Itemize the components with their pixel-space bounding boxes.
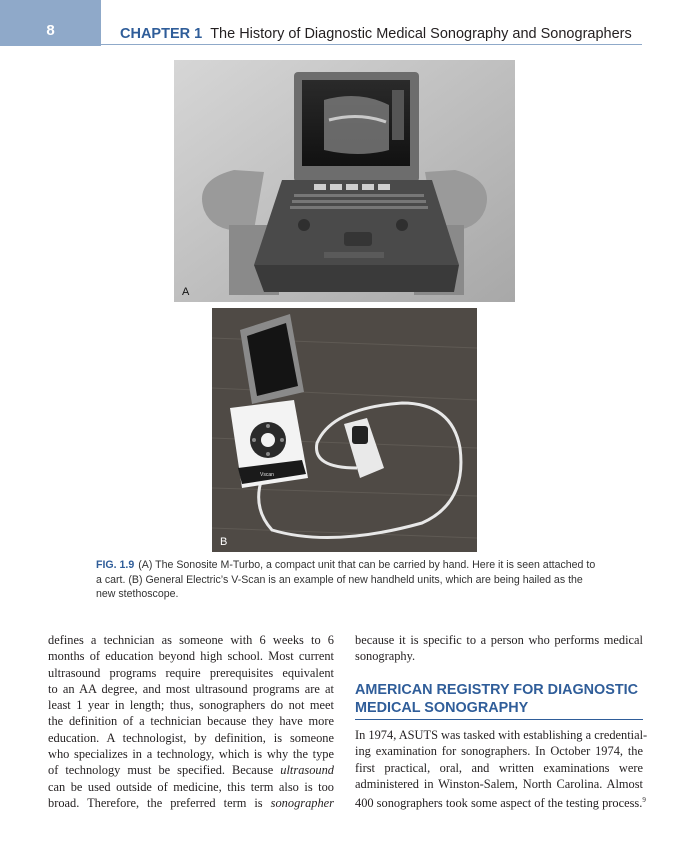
figure-caption	[96, 558, 596, 602]
right-line: In 1974, ASUTS was tasked with establishing a credential-	[355, 728, 648, 742]
left-line-text: broad. Therefore, the preferred term is	[48, 795, 263, 810]
figure-photo-b	[212, 308, 477, 552]
device-brand-text: Vscan	[260, 472, 274, 478]
right-line: sonography.	[355, 649, 416, 664]
right-line: administered in Winston-Salem, North Carolina. Almost	[355, 776, 643, 791]
left-line: the definition of a technician because they have more	[48, 714, 334, 729]
left-line: ultrasound programs require prerequisites equivalent	[48, 665, 334, 680]
italic-ultrasound: ultrasound	[280, 763, 334, 778]
left-line: to an AA degree, and most ultrasound programs are at	[48, 681, 334, 696]
italic-sonographer: sonographer	[270, 795, 334, 810]
right-column-body	[355, 727, 648, 812]
right-line: because it is specific to a person who performs medical	[355, 633, 643, 647]
panel-b-label: B	[220, 536, 228, 548]
panel-a-label: A	[182, 286, 190, 298]
figure-caption-text: (A) The Sonosite M-Turbo, a compact unit that can be carried by hand. Here it is seen attached to a cart. (B) General Electric’s V-Scan is an example of new handheld units, which are being hailed as the new stethoscope.	[96, 559, 596, 600]
chapter-title: The History of Diagnostic Medical Sonography and Sonographers	[210, 26, 632, 42]
footnote-ref: 9	[642, 796, 646, 805]
left-line-text: of technology must be specified. Because	[48, 763, 274, 778]
figure-caption-label: FIG. 1.9	[96, 559, 135, 571]
left-line: least 1 year in length; thus, sonographers do not meet	[48, 698, 334, 713]
header-rule	[101, 44, 642, 45]
left-column	[48, 632, 334, 811]
left-line: months of education beyond high school. Most current	[48, 649, 334, 664]
left-line: can be used outside of medicine, this term also is too	[48, 779, 334, 794]
right-line: first practical, oral, and written examinations were	[355, 760, 643, 775]
right-line: ing examination for sonographers. In October 1974, the	[355, 744, 643, 759]
left-line: defines a technician as someone with 6 weeks to 6	[48, 633, 334, 647]
section-heading-line2: MEDICAL SONOGRAPHY	[355, 700, 529, 716]
running-header	[120, 26, 632, 42]
section-heading-line1: AMERICAN REGISTRY FOR DIAGNOSTIC	[355, 682, 639, 698]
right-line-last	[355, 792, 646, 811]
page-number: 8	[46, 22, 55, 39]
right-line-text: 400 sonographers took some aspect of the testing process.	[355, 796, 643, 811]
left-line-mixed	[48, 795, 334, 811]
left-line: who specializes in a technology, which is why the type	[48, 747, 334, 762]
sonosite-cart-illustration	[174, 60, 515, 302]
figure-photo-a	[174, 60, 515, 302]
left-line: education. A technologist, by definition, is someone	[48, 730, 334, 745]
left-line-mixed	[48, 762, 334, 778]
right-column-intro	[355, 632, 643, 665]
vscan-handheld-illustration	[212, 308, 477, 552]
section-rule	[355, 719, 643, 720]
chapter-label: CHAPTER 1	[120, 26, 203, 42]
section-heading	[355, 681, 643, 717]
